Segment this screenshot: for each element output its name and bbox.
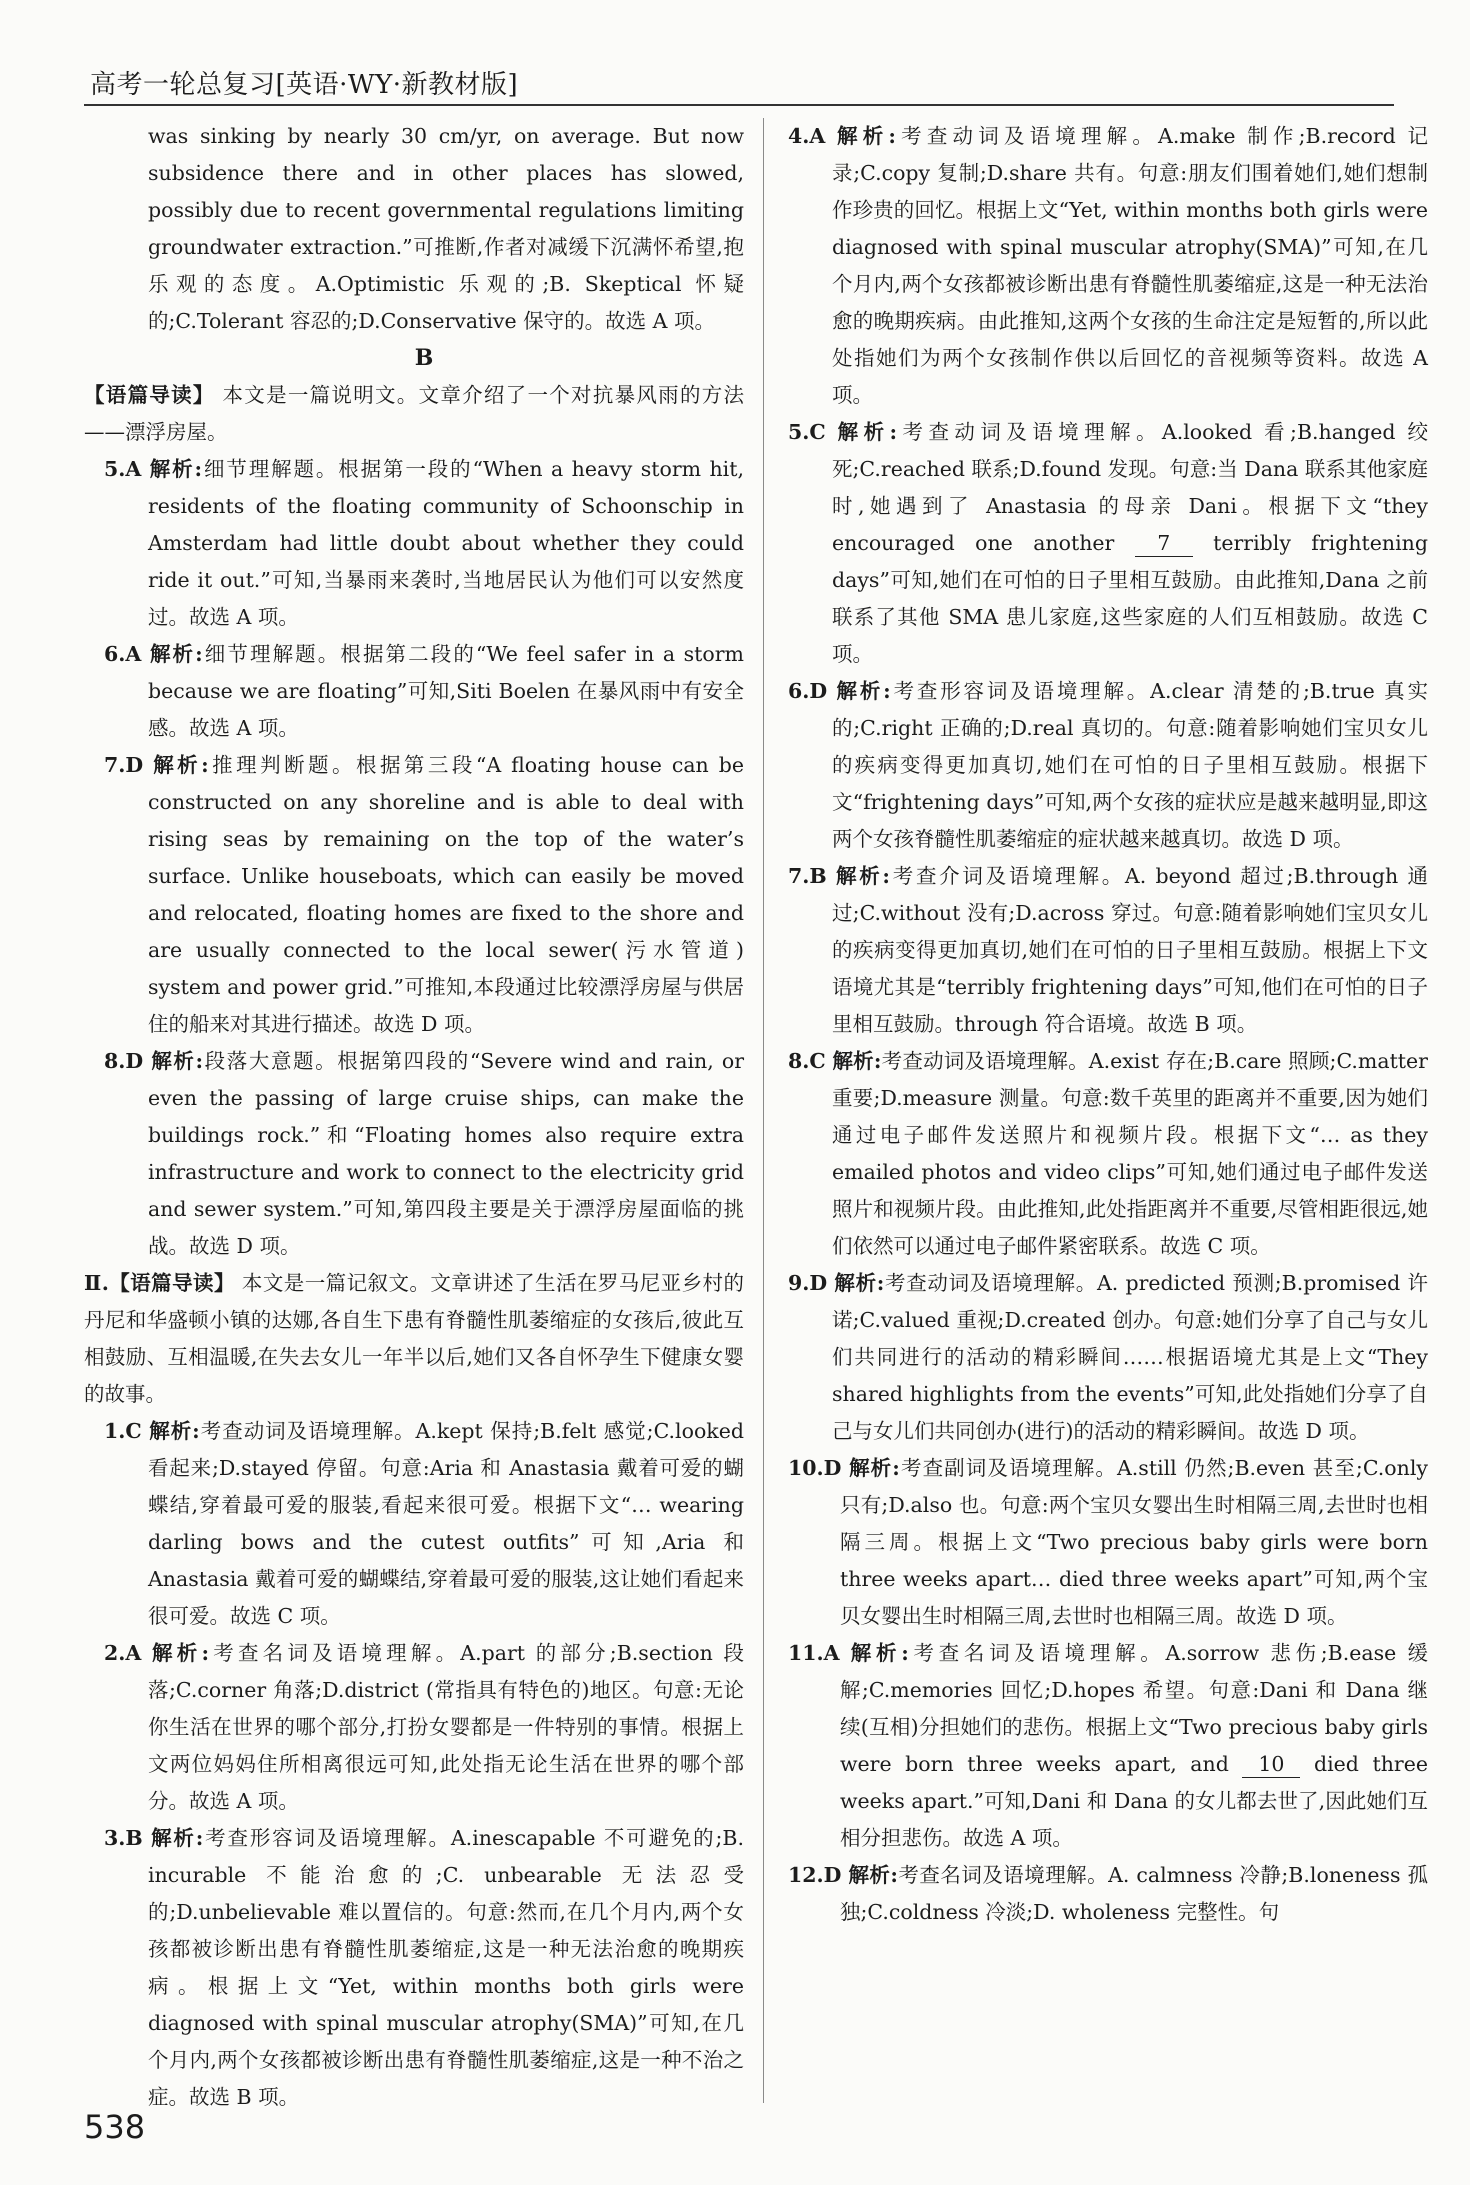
- header-rule: [84, 104, 1394, 106]
- analysis-text: 考查动词及语境理解。A.make 制作;B.record 记录;C.copy 复制;D.share 共有。句意:朋友们围着她们,她们想制作珍贵的回忆。根据上文“Yet, within months both girls were diagnosed with spinal muscular atrophy(SMA)”可知,在几个月内,两个女孩都被诊断出患有脊髓性肌萎缩症,这是一种无法治愈的晚期疾病。由此推知,这两个女孩的生命注定是短暂的,所以此处指她们为两个女孩制作供以后回忆的音视频等资料。故选 A 项。: [832, 124, 1428, 407]
- analysis-text: 考查动词及语境理解。A.looked 看;B.hanged 绞死;C.reached 联系;D.found 发现。句意:当 Dana 联系其他家庭时,她遇到了 Anastasia 的母亲 Dani。根据下文“they encouraged one another: [832, 420, 1428, 555]
- analysis-text: 考查形容词及语境理解。A.inescapable 不可避免的;B. incurable 不能治愈的;C. unbearable 无法忍受的;D.unbelievable 难以置信的。句意:然而,在几个月内,两个女孩都被诊断出患有脊髓性肌萎缩症,这是一种无法治愈的晚期疾病。根据上文“Yet, within months both girls were diagnosed with spinal muscular atrophy(SMA)”可知,在几个月内,两个女孩都被诊断出患有脊髓性肌萎缩症,这是一种不治之症。故选 B 项。: [148, 1826, 744, 2109]
- analysis-text: 考查名词及语境理解。A.sorrow 悲伤;B.ease 缓解;C.memories 回忆;D.hopes 希望。句意:Dani 和 Dana 继续(互相)分担她们的悲伤。根据上文“Two precious baby girls were born three weeks apart, and: [840, 1641, 1428, 1776]
- item-number: 12.D: [788, 1863, 842, 1887]
- section-roman-numeral: Ⅱ.: [84, 1271, 109, 1295]
- analysis-text: 推理判断题。根据第三段“A floating house can be constructed on any shoreline and is able to deal with rising seas by remaining on the top of the water’s surface. Unlike houseboats, which can easily be moved and relocated, floating homes are fixed to the shore and are usually connected to the local sewer(污水管道) system and power grid.”可推知,本段通过比较漂浮房屋与供居住的船来对其进行描述。故选 D 项。: [148, 753, 744, 1036]
- item-number: 11.A: [788, 1641, 840, 1665]
- analysis-label: 解析:: [836, 679, 891, 703]
- analysis-label: 解析:: [837, 124, 896, 148]
- item-number: 10.D: [788, 1456, 842, 1480]
- answer-item: [788, 1043, 1428, 1265]
- analysis-text: 细节理解题。根据第二段的“We feel safer in a storm because we are floating”可知,Siti Boelen 在暴风雨中有安全感。故选 A 项。: [148, 642, 744, 740]
- analysis-label: 解析:: [848, 1863, 898, 1887]
- reading-guide-2: [84, 1265, 744, 1413]
- reading-guide-text: 本文是一篇说明文。文章介绍了一个对抗暴风雨的方法——漂浮房屋。: [84, 383, 745, 444]
- analysis-label: 解析:: [837, 420, 898, 444]
- answer-item: [788, 1265, 1428, 1450]
- item-number: 8.D: [104, 1049, 144, 1073]
- analysis-label: 解析:: [151, 1826, 204, 1850]
- item-number: 5.A: [104, 457, 142, 481]
- right-column: [788, 118, 1428, 1931]
- answer-item: [788, 1450, 1428, 1635]
- analysis-label: 解析:: [835, 864, 890, 888]
- answer-item: [788, 858, 1428, 1043]
- analysis-text: 考查动词及语境理解。A.exist 存在;B.care 照顾;C.matter 重要;D.measure 测量。句意:数千英里的距离并不重要,因为她们通过电子邮件发送照片和视频片段。根据下文“… as they emailed photos and video clips”可知,她们通过电子邮件发送照片和视频片段。由此推知,此处指距离并不重要,尽管相距很远,她们依然可以通过电子邮件紧密联系。故选 C 项。: [832, 1049, 1428, 1258]
- answer-item: [104, 1043, 744, 1265]
- answer-item: [788, 1635, 1428, 1857]
- analysis-label: 解析:: [153, 753, 209, 777]
- answer-item: [104, 636, 744, 747]
- running-header: 高考一轮总复习[英语·WY·新教材版]: [90, 70, 519, 100]
- analysis-label: 解析:: [850, 1641, 909, 1665]
- item-number: 1.C: [104, 1419, 142, 1443]
- item-number: 2.A: [104, 1641, 142, 1665]
- answer-item: [788, 1857, 1428, 1931]
- item-number: 7.D: [104, 753, 144, 777]
- answer-item: [104, 1820, 744, 2116]
- blank-number: 10: [1242, 1751, 1300, 1778]
- item-number: 3.B: [104, 1826, 143, 1850]
- item-number: 9.D: [788, 1271, 828, 1295]
- answer-item: [104, 747, 744, 1043]
- page-number: 538: [84, 2108, 146, 2146]
- item-number: 7.B: [788, 864, 827, 888]
- analysis-text: 考查形容词及语境理解。A.clear 清楚的;B.true 真实的;C.right 正确的;D.real 真切的。句意:随着影响她们宝贝女儿的疾病变得更加真切,她们在可怕的日子里相互鼓励。根据下文“frightening days”可知,两个女孩的症状应是越来越明显,即这两个女孩脊髓性肌萎缩症的症状越来越真切。故选 D 项。: [832, 679, 1428, 851]
- analysis-text-continued: terribly frightening days”可知,她们在可怕的日子里相互鼓励。由此推知,Dana 之前联系了其他 SMA 患儿家庭,这些家庭的人们互相鼓励。故选 C 项。: [832, 531, 1429, 666]
- analysis-text: 段落大意题。根据第四段的“Severe wind and rain, or even the passing of large cruise ships, can make the buildings rock.”和“Floating homes also require extra infrastructure and work to connect to the electricity grid and sewer system.”可知,第四段主要是关于漂浮房屋面临的挑战。故选 D 项。: [148, 1049, 744, 1258]
- answer-item: [104, 1413, 744, 1635]
- section-b-heading: B: [414, 345, 434, 371]
- item-number: 6.A: [104, 642, 142, 666]
- reading-guide-label: 【语篇导读】: [108, 1271, 235, 1295]
- analysis-label: 解析:: [832, 1049, 882, 1073]
- analysis-label: 解析:: [149, 1419, 200, 1443]
- intro-tail-paragraph: was sinking by nearly 30 cm/yr, on average. But now subsidence there and in other places has slowed, possibly due to recent governmental regulations limiting groundwater extraction.”可推断,作者对减缓下沉满怀希望,抱乐观的态度。A.Optimistic 乐观的;B. Skeptical 怀疑的;C.Tolerant 容忍的;D.Conservative 保守的。故选 A 项。: [148, 124, 744, 333]
- answer-item: [788, 118, 1428, 414]
- answer-item: [788, 414, 1428, 673]
- analysis-text: 考查动词及语境理解。A. predicted 预测;B.promised 许诺;C.valued 重视;D.created 创办。句意:她们分享了自己与女儿们共同进行的活动的精彩瞬间……根据语境尤其是上文“They shared highlights from the events”可知,此处指她们分享了自己与女儿们共同创办(进行)的活动的精彩瞬间。故选 D 项。: [832, 1271, 1428, 1443]
- reading-guide-label: 【语篇导读】: [84, 383, 215, 407]
- analysis-label: 解析:: [152, 1641, 210, 1665]
- analysis-text-continued: died three weeks apart.”可知,Dani 和 Dana 的女儿都去世了,因此她们互相分担悲伤。故选 A 项。: [840, 1752, 1428, 1850]
- analysis-label: 解析:: [151, 1049, 204, 1073]
- item-number: 5.C: [788, 420, 826, 444]
- analysis-label: 解析:: [834, 1271, 885, 1295]
- reading-guide-b: [84, 377, 744, 451]
- blank-number: 7: [1135, 530, 1193, 557]
- analysis-label: 解析:: [149, 642, 203, 666]
- item-number: 4.A: [788, 124, 826, 148]
- column-divider: [763, 118, 764, 2103]
- analysis-text: 考查副词及语境理解。A.still 仍然;B.even 甚至;C.only 只有;D.also 也。句意:两个宝贝女婴出生时相隔三周,去世时也相隔三周。根据上文“Two precious baby girls were born three weeks apart… died three weeks apart”可知,两个宝贝女婴出生时相隔三周,去世时也相隔三周。故选 D 项。: [840, 1456, 1428, 1628]
- analysis-text: 考查名词及语境理解。A. calmness 冷静;B.loneness 孤独;C.coldness 冷淡;D. wholeness 完整性。句: [840, 1863, 1428, 1924]
- answer-item: [104, 451, 744, 636]
- analysis-text: 细节理解题。根据第一段的“When a heavy storm hit, residents of the floating community of Schoonschip in Amsterdam had little doubt about whether they could ride it out.”可知,当暴雨来袭时,当地居民认为他们可以安然度过。故选 A 项。: [148, 457, 744, 629]
- analysis-text: 考查名词及语境理解。A.part 的部分;B.section 段落;C.corner 角落;D.district (常指具有特色的)地区。句意:无论你生活在世界的哪个部分,打扮女婴都是一件特别的事情。根据上文两位妈妈住所相离很远可知,此处指无论生活在世界的哪个部分。故选 A 项。: [148, 1641, 744, 1813]
- reading-guide-text: 本文是一篇记叙文。文章讲述了生活在罗马尼亚乡村的丹尼和华盛顿小镇的达娜,各自生下患有脊髓性肌萎缩症的女孩后,彼此互相鼓励、互相温暖,在失去女儿一年半以后,她们又各自怀孕生下健康女婴的故事。: [84, 1271, 745, 1406]
- answer-item: [788, 673, 1428, 858]
- item-number: 6.D: [788, 679, 828, 703]
- analysis-text: 考查介词及语境理解。A. beyond 超过;B.through 通过;C.without 没有;D.across 穿过。句意:随着影响她们宝贝女儿的疾病变得更加真切,她们在可怕的日子里相互鼓励。根据上下文语境尤其是“terribly frightening days”可知,他们在可怕的日子里相互鼓励。through 符合语境。故选 B 项。: [832, 864, 1428, 1036]
- analysis-text: 考查动词及语境理解。A.kept 保持;B.felt 感觉;C.looked 看起来;D.stayed 停留。句意:Aria 和 Anastasia 戴着可爱的蝴蝶结,穿着最可爱的服装,看起来很可爱。根据下文“… wearing darling bows and the cutest outfits”可知,Aria 和 Anastasia 戴着可爱的蝴蝶结,穿着最可爱的服装,这让她们看起来很可爱。故选 C 项。: [148, 1419, 744, 1628]
- analysis-label: 解析:: [149, 457, 203, 481]
- answer-item: [104, 1635, 744, 1820]
- item-number: 8.C: [788, 1049, 826, 1073]
- left-column: [84, 118, 745, 2116]
- analysis-label: 解析:: [849, 1456, 900, 1480]
